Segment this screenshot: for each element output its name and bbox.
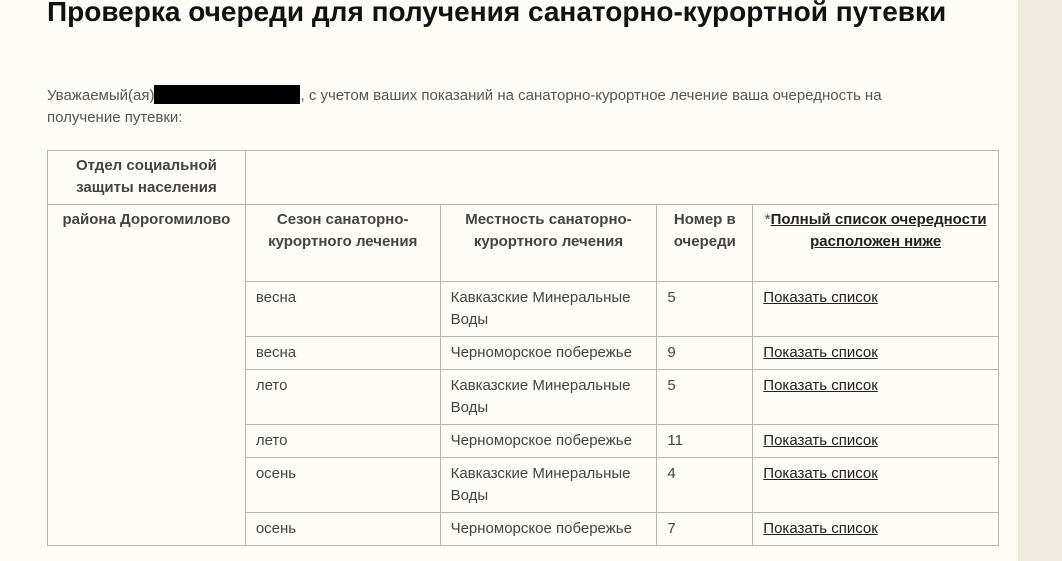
header-empty-cell (245, 151, 998, 205)
show-list-cell (753, 458, 999, 513)
season-cell: весна (245, 282, 440, 337)
location-cell: Кавказские Минеральные Воды (440, 370, 657, 425)
queue-number-cell: 9 (657, 337, 753, 370)
column-header-season: Сезон санаторно-курортного лечения (245, 205, 440, 282)
show-list-cell (753, 370, 999, 425)
show-list-cell (753, 513, 999, 546)
show-list-link[interactable]: Показать список (763, 289, 878, 306)
season-cell: лето (245, 370, 440, 425)
season-cell: лето (245, 425, 440, 458)
season-cell: осень (245, 513, 440, 546)
queue-number-cell: 11 (657, 425, 753, 458)
season-cell: осень (245, 458, 440, 513)
queue-table (47, 150, 999, 546)
intro-body: , с учетом ваших показаний на санаторно-курортное лечение ваша очередность на получение путевки: (47, 87, 882, 126)
show-list-link[interactable]: Показать список (763, 432, 878, 449)
dept-name: района Дорогомилово (48, 205, 246, 546)
queue-number-cell: 5 (657, 282, 753, 337)
queue-number-cell: 5 (657, 370, 753, 425)
show-list-cell (753, 337, 999, 370)
location-cell: Черноморское побережье (440, 513, 657, 546)
table-header-row (48, 151, 999, 205)
show-list-link[interactable]: Показать список (763, 377, 878, 394)
column-header-number: Номер в очереди (657, 205, 753, 282)
column-header-row (48, 205, 999, 282)
location-cell: Черноморское побережье (440, 425, 657, 458)
dept-header: Отдел социальной защиты населения (48, 151, 246, 205)
location-cell: Черноморское побережье (440, 337, 657, 370)
redacted-name (154, 85, 300, 104)
note-asterisk: * (764, 211, 771, 228)
location-cell: Кавказские Минеральные Воды (440, 282, 657, 337)
show-list-cell (753, 282, 999, 337)
page-title: Проверка очереди для получения санаторно-курортной путевки (47, 0, 947, 27)
queue-number-cell: 4 (657, 458, 753, 513)
show-list-cell (753, 425, 999, 458)
show-list-link[interactable]: Показать список (763, 520, 878, 537)
intro-greeting: Уважаемый(ая) (47, 87, 155, 104)
season-cell: весна (245, 337, 440, 370)
queue-number-cell: 7 (657, 513, 753, 546)
location-cell: Кавказские Минеральные Воды (440, 458, 657, 513)
column-header-note (753, 205, 999, 282)
column-header-location: Местность санаторно-курортного лечения (440, 205, 657, 282)
show-list-link[interactable]: Показать список (763, 465, 878, 482)
full-list-note-link[interactable]: Полный список очередности расположен ниже (770, 211, 987, 250)
show-list-link[interactable]: Показать список (763, 344, 878, 361)
intro-text (47, 85, 947, 129)
